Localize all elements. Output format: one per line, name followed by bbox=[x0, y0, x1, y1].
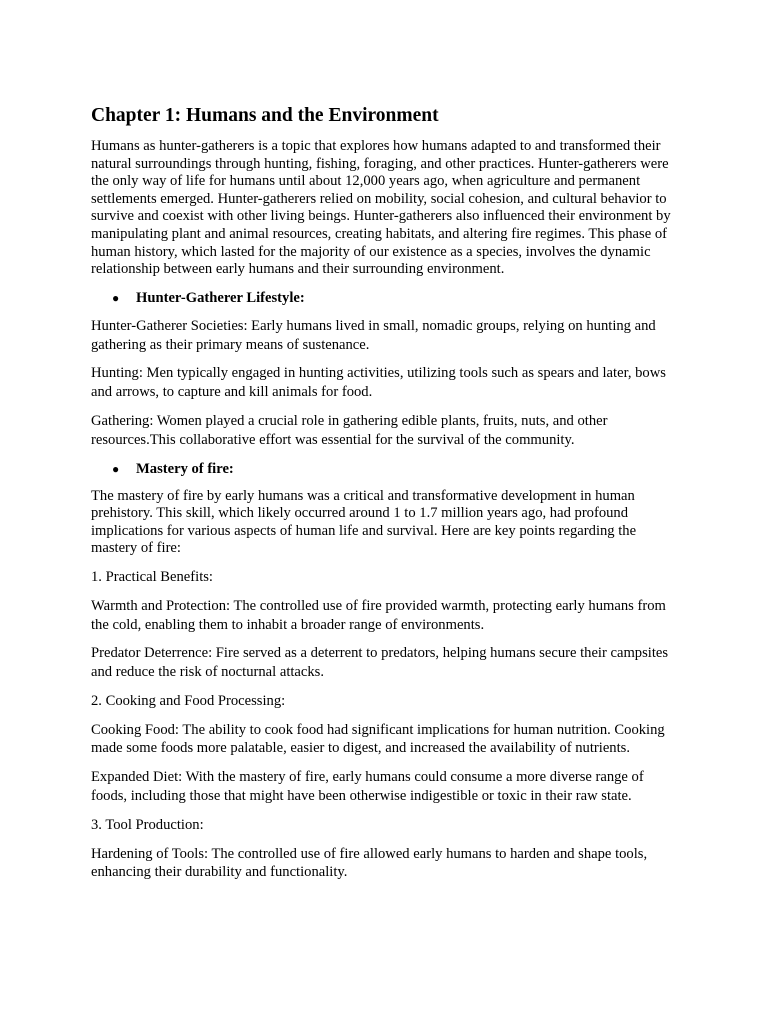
paragraph-cooking: Cooking Food: The ability to cook food had significant implications for human nutrition. Cooking made some foods more palatable, easier to digest, and increased the availability of nutrients. bbox=[91, 721, 665, 757]
intro-paragraph: Humans as hunter-gatherers is a topic that explores how humans adapted to and transformed their natural surroundings through hunting, fishing, foraging, and other practices. Hunter-gatherers were the only way of life for humans until about 12,000 years ago, when agriculture and permanent settlements emerged. Hunter-gatherers relied on mobility, social cohesion, and cultural behavior to survive and coexist with other living beings. Hunter-gatherers also influenced their environment by manipulating plant and animal resources, creating habitats, and altering fire regimes. This phase of human history, which lasted for the majority of our existence as a species, involves the dynamic relationship between early humans and their surrounding environment. bbox=[91, 138, 671, 278]
chapter-title: Chapter 1: Humans and the Environment bbox=[91, 105, 439, 126]
bullet-hunter-gatherer-lifestyle bbox=[91, 289, 681, 307]
paragraph-societies: Hunter-Gatherer Societies: Early humans lived in small, nomadic groups, relying on hunting and gathering as their primary means of sustenance. bbox=[91, 317, 656, 353]
paragraph-gathering: Gathering: Women played a crucial role in gathering edible plants, fruits, nuts, and other resources.This collaborative effort was essential for the survival of the community. bbox=[91, 412, 608, 448]
paragraph-hunting: Hunting: Men typically engaged in hunting activities, utilizing tools such as spears and later, bows and arrows, to capture and kill animals for food. bbox=[91, 365, 666, 401]
paragraph-predator: Predator Deterrence: Fire served as a deterrent to predators, helping humans secure their campsites and reduce the risk of nocturnal attacks. bbox=[91, 645, 669, 681]
point-heading-practical: 1. Practical Benefits: bbox=[91, 568, 213, 585]
bullet-mastery-of-fire bbox=[91, 460, 681, 478]
paragraph-warmth: Warmth and Protection: The controlled use of fire provided warmth, protecting early humans from the cold, enabling them to inhabit a broader range of environments. bbox=[91, 597, 666, 633]
bullet-dot-icon: ● bbox=[112, 461, 120, 476]
section-heading-fire: Mastery of fire: bbox=[136, 460, 234, 477]
bullet-dot-icon: ● bbox=[112, 290, 120, 305]
paragraph-diet: Expanded Diet: With the mastery of fire, early humans could consume a more diverse range of foods, including those that might have been otherwise indigestible or toxic in their raw state. bbox=[91, 769, 644, 805]
section-heading-lifestyle: Hunter-Gatherer Lifestyle: bbox=[136, 289, 305, 306]
paragraph-fire-intro: The mastery of fire by early humans was a critical and transformative development in human prehistory. This skill, which likely occurred around 1 to 1.7 million years ago, had profound implications for various aspects of human life and survival. Here are key points regarding the mastery of fire: bbox=[91, 487, 637, 557]
point-heading-cooking: 2. Cooking and Food Processing: bbox=[91, 692, 286, 709]
point-heading-tools: 3. Tool Production: bbox=[91, 816, 204, 833]
paragraph-hardening: Hardening of Tools: The controlled use of fire allowed early humans to harden and shape tools, enhancing their durability and functionality. bbox=[91, 845, 648, 881]
document-page bbox=[91, 104, 681, 892]
